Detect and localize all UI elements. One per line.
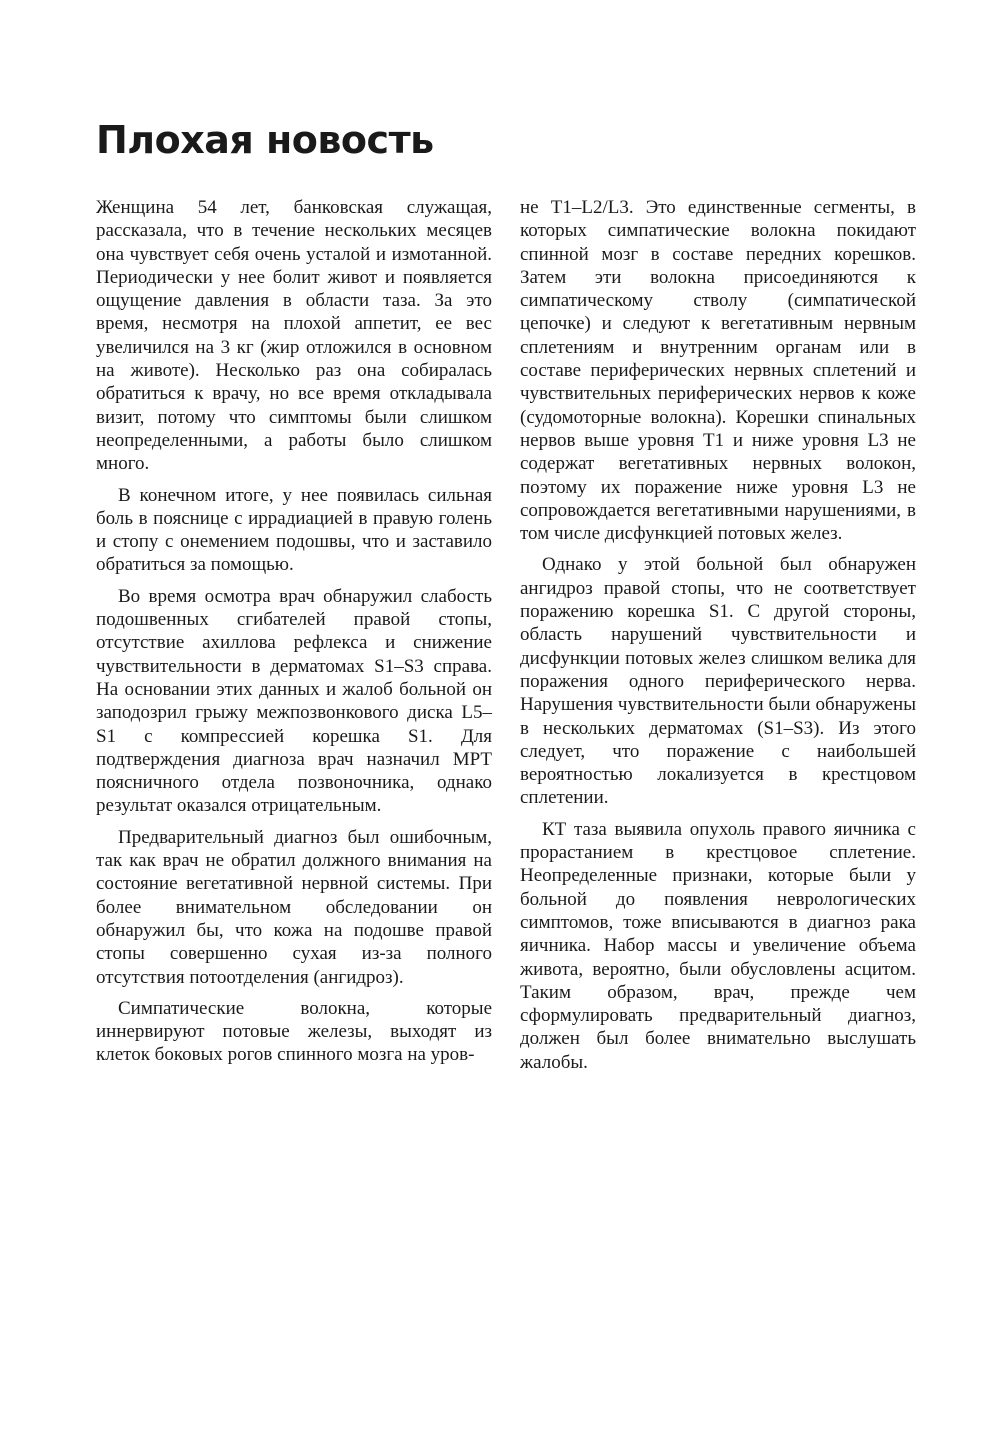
text-column-right [520,196,916,1082]
paragraph: Однако у этой больной был обнаружен ангидроз правой стопы, что не соответствует поражению корешка S1. С другой стороны, область нарушений чувствительности и дисфункции потовых желез слишком велика для поражения одного периферического нерва. Нарушения чувствительности были обнаружены в нескольких дерматомах (S1–S3). Из этого следует, что поражение с наибольшей вероятностью локализуется в крестцовом сплетении. [520,554,916,809]
paragraph: В конечном итоге, у нее появилась сильная боль в пояснице с иррадиацией в правую голень и стопу с онемением подошвы, что и заставило обратиться за помощью. [96,484,492,576]
paragraph: КТ таза выявила опухоль правого яичника с прорастанием в крестцовое сплетение. Неопределенные признаки, которые были у больной до появления неврологических симптомов, тоже вписываются в диагноз рака яичника. Набор массы и увеличение объема живота, вероятно, были обусловлены асцитом. Таким образом, врач, прежде чем сформулировать предварительный диагноз, должен был более внимательно выслушать жалобы. [520,818,916,1073]
paragraph: не T1–L2/L3. Это единственные сегменты, в которых симпатические волокна покидают спинной мозг в составе передних корешков. Затем эти волокна присоединяются к симпатическому стволу (симпатической цепочке) и следуют к вегетативным нервным сплетениям и внутренним органам или в составе периферических нервных сплетений и чувствительных периферических нервов к коже (судомоторные волокна). Корешки спинальных нервов выше уровня T1 и ниже уровня L3 не содержат вегетативных нервных волокон, поэтому их поражение ниже уровня L3 не сопровождается вегетативными нарушениями, в том числе дисфункцией потовых желез. [520,197,916,545]
page-title: Плохая новость [96,118,434,162]
paragraph: Симпатические волокна, которые иннервируют потовые железы, выходят из клеток боковых рогов спинного мозга на уров- [96,997,492,1066]
text-column-left [96,196,492,1075]
paragraph: Предварительный диагноз был ошибочным, так как врач не обратил должного внимания на состояние вегетативной нервной системы. При более внимательном обследовании он обнаружил бы, что кожа на подошве правой стопы совершенно сухая из-за полного отсутствия потоотделения (ангидроз). [96,826,492,988]
paragraph: Женщина 54 лет, банковская служащая, рассказала, что в течение нескольких месяцев она чувствует себя очень усталой и измотанной. Периодически у нее болит живот и появляется ощущение давления в области таза. За это время, несмотря на плохой аппетит, ее вес увеличился на 3 кг (жир отложился в основном на животе). Несколько раз она собиралась обратиться к врачу, но все время откладывала визит, потому что симптомы были слишком неопределенными, а работы было слишком много. [96,197,492,475]
paragraph: Во время осмотра врач обнаружил слабость подошвенных сгибателей правой стопы, отсутствие ахиллова рефлекса и снижение чувствительности в дерматомах S1–S3 справа. На основании этих данных и жалоб больной он заподозрил грыжу межпозвонкового диска L5–S1 с компрессией корешка S1. Для подтверждения диагноза врач назначил МРТ поясничного отдела позвоночника, однако результат оказался отрицательным. [96,585,492,817]
